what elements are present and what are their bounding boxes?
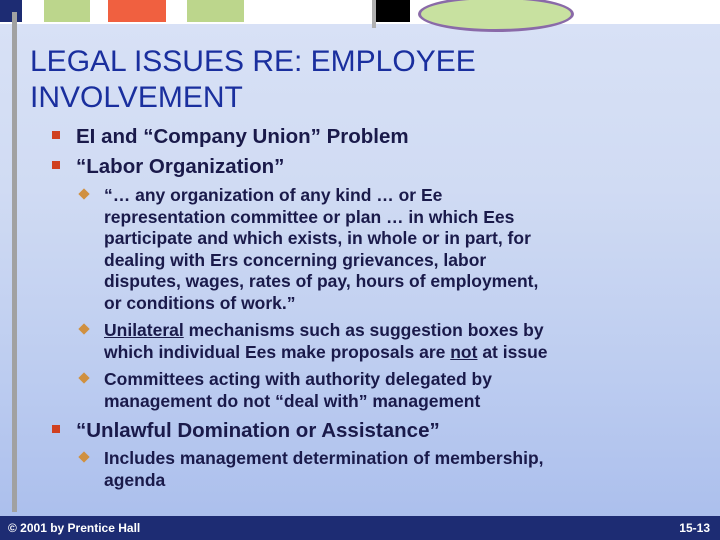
bullet-text: “Unlawful Domination or Assistance” [76, 419, 440, 442]
deco-block-orange [108, 0, 166, 22]
sub-bullet-text [104, 185, 614, 314]
text-line: Includes management determination of membership, [104, 448, 544, 468]
square-bullet-icon [52, 161, 60, 169]
sub-bullet-text [104, 369, 614, 412]
footer-bar [0, 516, 720, 540]
text-span: at issue [477, 341, 548, 362]
text-line [104, 342, 614, 364]
text-line: representation committee or plan … in which Ees [104, 206, 515, 227]
deco-block-black [376, 0, 410, 22]
text-span: mechanisms such as suggestion boxes by [183, 320, 544, 340]
diamond-bullet-icon [78, 323, 89, 334]
sub-bullet-text [104, 320, 614, 363]
deco-block-green [44, 0, 90, 22]
text-line: Committees acting with authority delegated by [104, 369, 492, 389]
deco-block-green-2 [187, 0, 244, 22]
text-line: disputes, wages, rates of pay, hours of employment, [104, 271, 539, 291]
top-decoration-bar [0, 0, 720, 24]
text-line [104, 320, 614, 342]
diamond-bullet-icon [78, 372, 89, 383]
diamond-bullet-icon [78, 188, 89, 199]
text-line: or conditions of work.” [104, 292, 296, 313]
deco-block-navy [0, 0, 22, 22]
sub-bullet-text [104, 448, 614, 491]
title-line-2: INVOLVEMENT [30, 81, 243, 114]
left-vertical-rule [12, 12, 17, 512]
square-bullet-icon [52, 425, 60, 433]
slide-title [30, 44, 690, 116]
bullet-text: EI and “Company Union” Problem [76, 125, 409, 148]
text-line: management do not “deal with” management [104, 390, 481, 411]
underlined-word: Unilateral [104, 320, 184, 340]
text-line: participate and which exists, in whole or in part, for [104, 228, 531, 248]
square-bullet-icon [52, 131, 60, 139]
text-line: “… any organization of any kind … or Ee [104, 185, 443, 205]
text-line: agenda [104, 469, 166, 490]
bullet-text: “Labor Organization” [76, 155, 285, 178]
page-number: 15-13 [679, 521, 710, 535]
deco-block-gray [372, 0, 376, 28]
diamond-bullet-icon [78, 451, 89, 462]
underlined-word: not [450, 341, 478, 362]
text-line: dealing with Ers concerning grievances, labor [104, 249, 487, 270]
text-span: which individual Ees make proposals are [104, 341, 451, 362]
deco-ellipse [418, 0, 574, 32]
copyright-text: © 2001 by Prentice Hall [8, 521, 141, 535]
title-line-1: LEGAL ISSUES RE: EMPLOYEE [30, 45, 476, 78]
